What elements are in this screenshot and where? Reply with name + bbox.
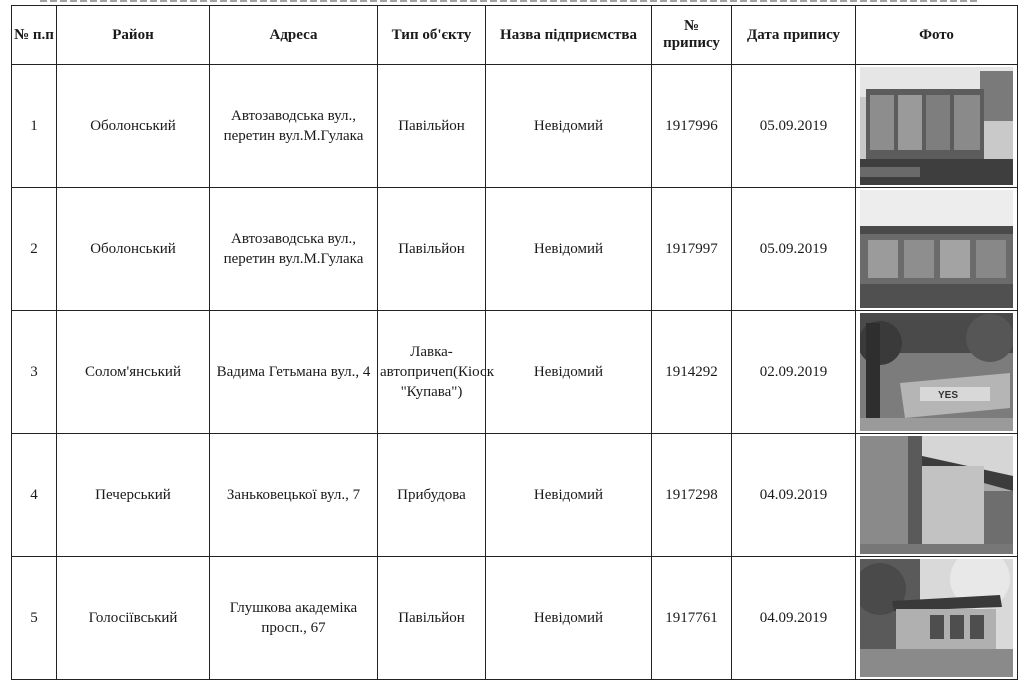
header-name: Назва підприємства bbox=[486, 6, 652, 65]
cell-order-no: 1914292 bbox=[652, 311, 732, 434]
cell-address: Вадима Гетьмана вул., 4 bbox=[210, 311, 378, 434]
cell-num: 1 bbox=[12, 65, 57, 188]
cell-name: Невідомий bbox=[486, 557, 652, 680]
cell-photo bbox=[856, 65, 1018, 188]
cell-name: Невідомий bbox=[486, 311, 652, 434]
cell-district: Голосіївський bbox=[57, 557, 210, 680]
cell-photo bbox=[856, 557, 1018, 680]
pavilion-photo bbox=[860, 190, 1013, 308]
header-address: Адреса bbox=[210, 6, 378, 65]
header-order-no: № припису bbox=[652, 6, 732, 65]
cell-name: Невідомий bbox=[486, 188, 652, 311]
kiosk-sign-text: YES bbox=[938, 390, 959, 401]
header-photo: Фото bbox=[856, 6, 1018, 65]
header-district: Район bbox=[57, 6, 210, 65]
cell-type: Павільйон bbox=[378, 557, 486, 680]
cell-order-no: 1917761 bbox=[652, 557, 732, 680]
cell-order-no: 1917298 bbox=[652, 434, 732, 557]
pavilion-photo bbox=[860, 67, 1013, 185]
cell-name: Невідомий bbox=[486, 65, 652, 188]
cell-address: Автозаводська вул., перетин вул.М.Гулака bbox=[210, 188, 378, 311]
cell-type: Лавка-автопричеп(Кіоск "Купава") bbox=[378, 311, 486, 434]
cell-address: Автозаводська вул., перетин вул.М.Гулака bbox=[210, 65, 378, 188]
cell-date: 04.09.2019 bbox=[732, 434, 856, 557]
cell-address: Заньковецької вул., 7 bbox=[210, 434, 378, 557]
cell-district: Оболонський bbox=[57, 188, 210, 311]
cell-type: Прибудова bbox=[378, 434, 486, 557]
cell-num: 4 bbox=[12, 434, 57, 557]
cell-address: Глушкова академіка просп., 67 bbox=[210, 557, 378, 680]
cell-order-no: 1917996 bbox=[652, 65, 732, 188]
cell-num: 3 bbox=[12, 311, 57, 434]
header-type: Тип об'єкту bbox=[378, 6, 486, 65]
cell-district: Солом'янський bbox=[57, 311, 210, 434]
cell-type: Павільйон bbox=[378, 65, 486, 188]
cell-num: 5 bbox=[12, 557, 57, 680]
cell-photo bbox=[856, 311, 1018, 434]
table-row bbox=[12, 311, 1018, 434]
kiosk-photo bbox=[860, 313, 1013, 431]
cell-num: 2 bbox=[12, 188, 57, 311]
table-row bbox=[12, 65, 1018, 188]
cell-photo bbox=[856, 188, 1018, 311]
cell-date: 02.09.2019 bbox=[732, 311, 856, 434]
header-date: Дата припису bbox=[732, 6, 856, 65]
cell-name: Невідомий bbox=[486, 434, 652, 557]
cell-district: Оболонський bbox=[57, 65, 210, 188]
cell-district: Печерський bbox=[57, 434, 210, 557]
table-row bbox=[12, 434, 1018, 557]
cell-date: 04.09.2019 bbox=[732, 557, 856, 680]
cell-order-no: 1917997 bbox=[652, 188, 732, 311]
header-row bbox=[12, 6, 1018, 65]
cell-date: 05.09.2019 bbox=[732, 188, 856, 311]
cell-type: Павільйон bbox=[378, 188, 486, 311]
table-row bbox=[12, 188, 1018, 311]
header-num: № п.п bbox=[12, 6, 57, 65]
cell-photo bbox=[856, 434, 1018, 557]
orders-table bbox=[11, 5, 1018, 680]
pavilion-photo bbox=[860, 559, 1013, 677]
annex-photo bbox=[860, 436, 1013, 554]
cell-date: 05.09.2019 bbox=[732, 65, 856, 188]
table-row bbox=[12, 557, 1018, 680]
